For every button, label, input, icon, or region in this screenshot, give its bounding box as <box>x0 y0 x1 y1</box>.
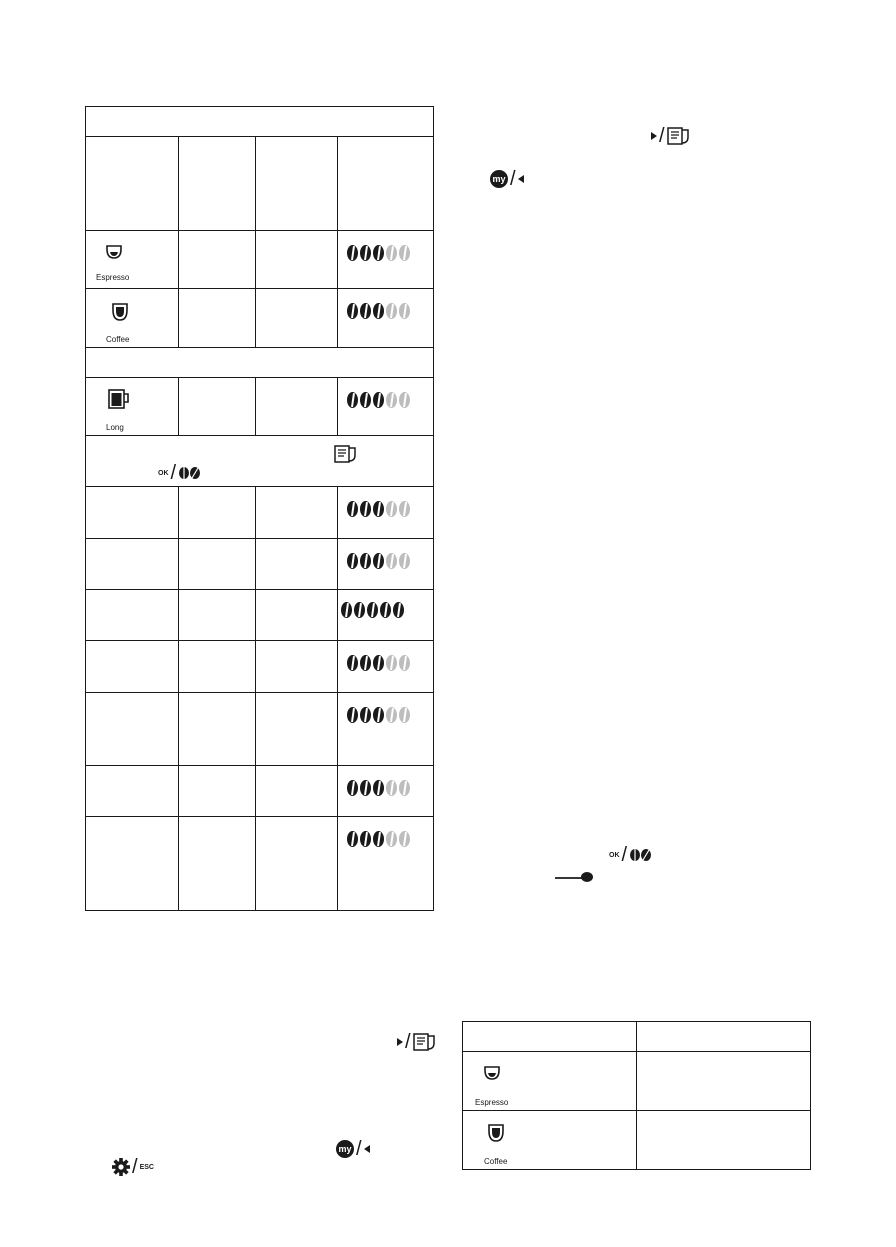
table-row <box>463 1111 811 1170</box>
bean-filled-icon <box>360 392 371 408</box>
bean-filled-icon <box>347 707 358 723</box>
espresso-cup-icon <box>106 245 122 259</box>
beverage-caption: Long <box>106 423 124 432</box>
my-icon: my <box>490 170 508 188</box>
bean-empty-icon <box>386 501 397 517</box>
bean-empty-icon <box>399 501 410 517</box>
beverage-cell <box>463 1052 637 1111</box>
coffee-cup-icon <box>112 303 128 321</box>
bean-empty-icon <box>399 392 410 408</box>
my-back-button-label: my / <box>490 170 524 188</box>
bean-empty-icon <box>386 707 397 723</box>
play-right-icon <box>397 1038 403 1046</box>
bean-filled-icon <box>354 602 365 618</box>
bean-empty-icon <box>386 303 397 319</box>
beverage-caption: Espresso <box>475 1098 509 1107</box>
bean-filled-icon <box>360 553 371 569</box>
bean-filled-icon <box>373 303 384 319</box>
milk-carafe-icon <box>334 444 358 464</box>
table-row <box>86 641 434 693</box>
beverage-cell <box>86 231 179 289</box>
ok-beans-button-label: OK / <box>609 846 653 864</box>
coffee-cup-icon <box>488 1124 504 1142</box>
milk-carafe-icon <box>413 1032 437 1052</box>
bean-filled-icon <box>347 392 358 408</box>
header-cell <box>86 137 179 231</box>
table-header-row <box>86 107 434 137</box>
bean-pair-icon <box>629 849 653 861</box>
beverage-cell <box>86 378 179 436</box>
bean-filled-icon <box>360 245 371 261</box>
table-row <box>86 693 434 766</box>
strength-beans <box>347 303 410 319</box>
bean-filled-icon <box>373 392 384 408</box>
table-row <box>86 766 434 817</box>
bean-filled-icon <box>360 780 371 796</box>
table-row <box>86 817 434 911</box>
bean-empty-icon <box>399 303 410 319</box>
next-milk-button-label: / <box>397 1032 437 1052</box>
bean-empty-icon <box>386 831 397 847</box>
bean-filled-icon <box>341 602 352 618</box>
header-cell <box>463 1022 637 1052</box>
bean-filled-icon <box>367 602 378 618</box>
next-milk-button-label: / <box>651 126 691 146</box>
my-icon: my <box>336 1140 354 1158</box>
bean-filled-icon <box>380 602 391 618</box>
table-row <box>86 231 434 289</box>
ok-beans-button-label: OK / <box>158 464 202 482</box>
bean-filled-icon <box>373 780 384 796</box>
header-cell <box>179 137 255 231</box>
bean-filled-icon <box>360 831 371 847</box>
beverage-caption: Coffee <box>484 1157 508 1166</box>
bean-filled-icon <box>360 655 371 671</box>
strength-beans <box>347 392 410 408</box>
strength-beans <box>347 501 410 517</box>
strength-beans <box>347 831 410 847</box>
bean-filled-icon <box>360 303 371 319</box>
settings-esc-button-label: / ESC <box>112 1158 154 1176</box>
bean-empty-icon <box>399 655 410 671</box>
section-row <box>86 436 434 487</box>
bean-empty-icon <box>386 655 397 671</box>
beverage-caption: Coffee <box>106 335 130 344</box>
header-cell <box>255 137 337 231</box>
espresso-cup-icon <box>484 1066 500 1080</box>
back-left-icon <box>518 175 524 183</box>
section-row <box>86 348 434 378</box>
bean-filled-icon <box>347 831 358 847</box>
bean-empty-icon <box>386 245 397 261</box>
bean-filled-icon <box>373 707 384 723</box>
strength-beans <box>347 553 410 569</box>
bean-empty-icon <box>399 707 410 723</box>
bean-filled-icon <box>373 245 384 261</box>
bean-filled-icon <box>347 303 358 319</box>
bean-filled-icon <box>347 501 358 517</box>
table-row <box>86 289 434 348</box>
bean-empty-icon <box>399 553 410 569</box>
measuring-spoon-icon <box>554 870 594 884</box>
bean-empty-icon <box>399 780 410 796</box>
bean-filled-icon <box>347 655 358 671</box>
strength-beans <box>347 245 410 261</box>
strength-beans <box>347 655 410 671</box>
milk-carafe-icon <box>667 126 691 146</box>
bean-empty-icon <box>386 780 397 796</box>
header-cell <box>636 1022 811 1052</box>
beverage-table <box>85 106 434 911</box>
bean-filled-icon <box>360 501 371 517</box>
header-cell <box>337 137 433 231</box>
bean-filled-icon <box>347 553 358 569</box>
strength-beans <box>347 780 410 796</box>
bean-filled-icon <box>347 245 358 261</box>
bean-filled-icon <box>373 553 384 569</box>
table-row <box>86 539 434 590</box>
table-row <box>463 1052 811 1111</box>
bean-empty-icon <box>386 553 397 569</box>
bean-empty-icon <box>386 392 397 408</box>
beverage-cell <box>463 1111 637 1170</box>
cup-table <box>462 1021 811 1170</box>
strength-beans <box>347 707 410 723</box>
bean-pair-icon <box>178 467 202 479</box>
gear-icon <box>112 1158 130 1176</box>
beverage-cell <box>86 289 179 348</box>
long-mug-icon <box>108 389 130 409</box>
bean-filled-icon <box>347 780 358 796</box>
bean-filled-icon <box>360 707 371 723</box>
bean-empty-icon <box>399 831 410 847</box>
bean-empty-icon <box>399 245 410 261</box>
bean-filled-icon <box>373 831 384 847</box>
my-back-button-label: my / <box>336 1140 370 1158</box>
beverage-caption: Espresso <box>96 273 130 282</box>
table-row <box>86 378 434 436</box>
back-left-icon <box>364 1145 370 1153</box>
table-row <box>86 487 434 539</box>
strength-beans <box>341 602 404 618</box>
play-right-icon <box>651 132 657 140</box>
bean-filled-icon <box>373 655 384 671</box>
bean-filled-icon <box>393 602 404 618</box>
table-row <box>86 590 434 641</box>
bean-filled-icon <box>373 501 384 517</box>
